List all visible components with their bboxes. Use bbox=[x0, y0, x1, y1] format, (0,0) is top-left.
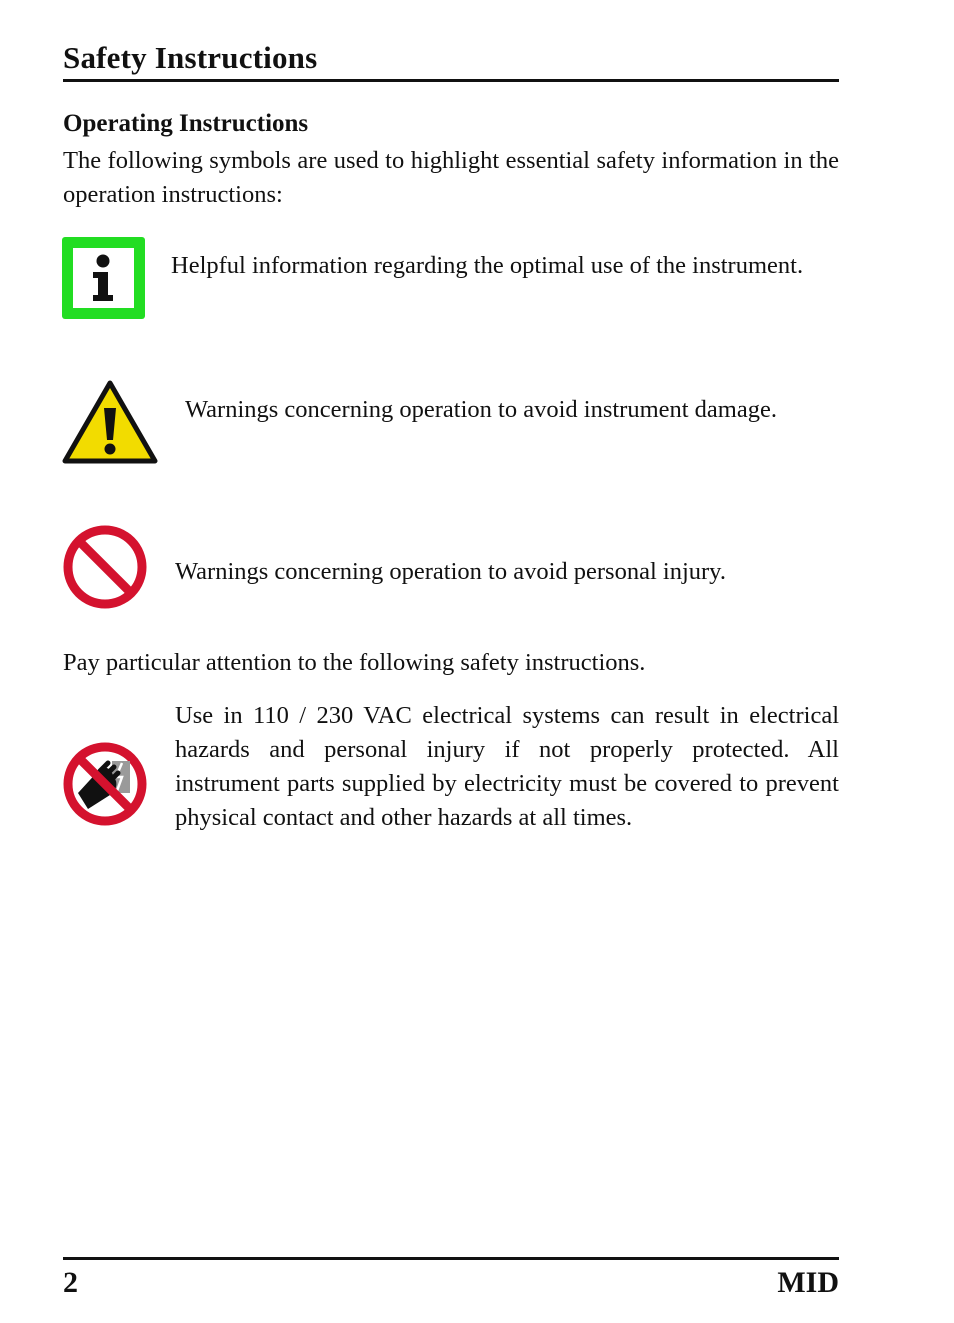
warning-triangle-icon bbox=[62, 380, 158, 464]
electrical-hazard-prohibition-icon bbox=[62, 741, 148, 827]
info-symbol-description: Helpful information regarding the optimal use of the instrument. bbox=[171, 252, 804, 279]
prohibition-symbol-description: Warnings concerning operation to avoid personal injury. bbox=[175, 558, 726, 585]
page-title: Safety Instructions bbox=[63, 40, 318, 75]
intro-paragraph: The following symbols are used to highlight essential safety information in the operation instructions: bbox=[63, 147, 839, 208]
page-number: 2 bbox=[63, 1266, 78, 1299]
warning-symbol-description: Warnings concerning operation to avoid instrument damage. bbox=[185, 396, 777, 423]
footer-divider bbox=[63, 1257, 839, 1260]
attention-paragraph: Pay particular attention to the following safety instructions. bbox=[63, 649, 646, 676]
electrical-hazard-description: Use in 110 / 230 VAC electrical systems can result in electrical hazards and personal injury if not properly protected. All instrument parts supplied by electricity must be covered to prevent physical contact and other hazards at all times. bbox=[175, 702, 839, 831]
prohibition-icon bbox=[62, 524, 148, 610]
title-divider bbox=[63, 79, 839, 82]
section-heading: Operating Instructions bbox=[63, 110, 309, 137]
info-icon bbox=[62, 237, 145, 319]
document-label: MID bbox=[777, 1266, 839, 1299]
